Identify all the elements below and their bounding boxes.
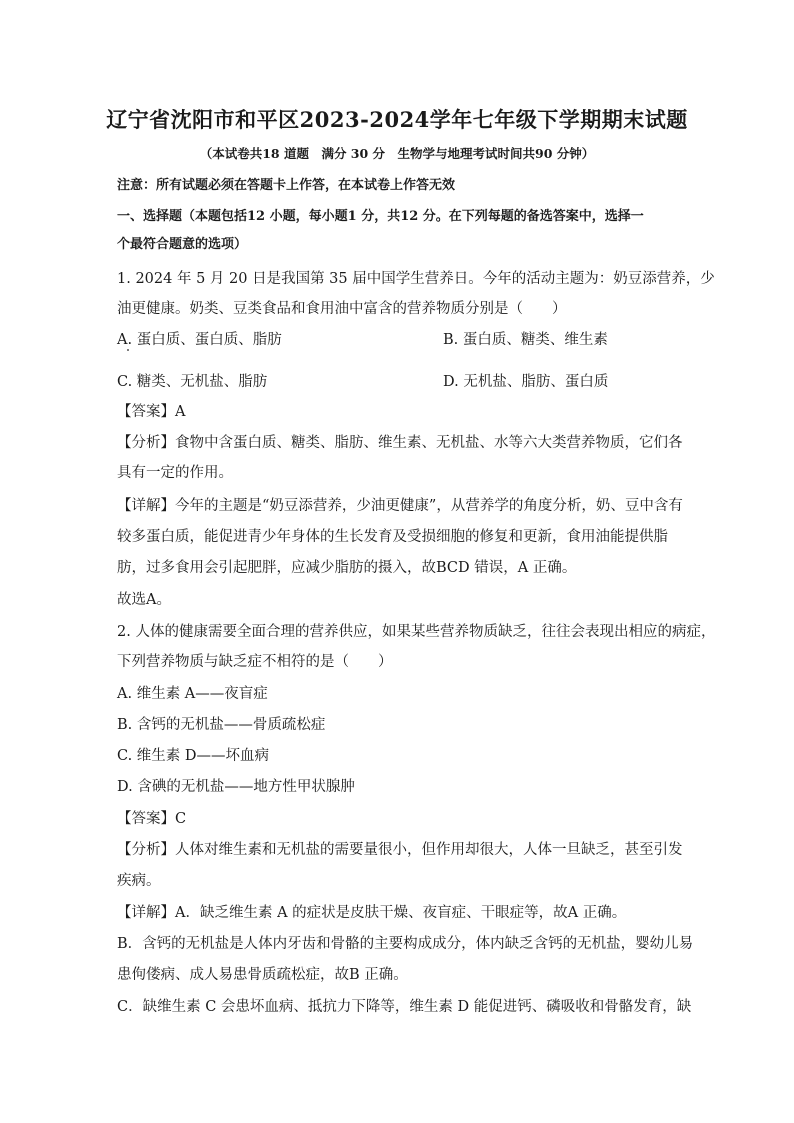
q1-option-a: A. 蛋白质、蛋白质、脂肪 xyxy=(117,332,282,348)
q1-analysis-line-1: 【分析】食物中含蛋白质、糖类、脂肪、维生素、无机盐、水等六大类营养物质，它们各 xyxy=(117,435,683,451)
section-heading-line-2: 个最符合题意的选项） xyxy=(117,237,248,252)
q2-detail-b-line-2: 患佝偻病、成人易患骨质疏松症，故B 正确。 xyxy=(117,967,408,983)
section-heading-line-1: 一、选择题（本题包括12 小题，每小题1 分，共12 分。在下列每题的备选答案中，选择一 xyxy=(117,209,644,224)
q2-option-b: B. 含钙的无机盐——骨质疏松症 xyxy=(117,717,326,733)
q1-detail-line-2: 较多蛋白质，能促进青少年身体的生长发育及受损细胞的修复和更新，食用油能提供脂 xyxy=(117,529,668,545)
q1-analysis-line-2: 具有一定的作用。 xyxy=(117,465,233,481)
q1-detail-line-1: 【详解】今年的主题是“奶豆添营养，少油更健康”，从营养学的角度分析，奶、豆中含有 xyxy=(117,498,683,514)
q1-conclusion: 故选A。 xyxy=(117,592,171,608)
q2-stem-line-1: 2. 人体的健康需要全面合理的营养供应，如果某些营养物质缺乏，往往会表现出相应的病症， xyxy=(117,624,716,640)
q2-detail-c-line-1: C．缺维生素 C 会患坏血病、抵抗力下降等，维生素 D 能促进钙、磷吸收和骨骼发育，缺 xyxy=(117,999,692,1015)
q2-option-d: D. 含碘的无机盐——地方性甲状腺肿 xyxy=(117,779,355,795)
q2-detail-b-line-1: B．含钙的无机盐是人体内牙齿和骨骼的主要构成成分，体内缺乏含钙的无机盐，婴幼儿易 xyxy=(117,936,694,952)
q2-analysis-line-1: 【分析】人体对维生素和无机盐的需要量很小，但作用却很大，人体一旦缺乏，甚至引发 xyxy=(117,842,683,858)
q1-detail-line-3: 肪，过多食用会引起肥胖，应减少脂肪的摄入，故BCD 错误，A 正确。 xyxy=(117,560,577,576)
page-title: 辽宁省沈阳市和平区2023-2024学年七年级下学期期末试题 xyxy=(106,107,688,132)
q1-option-c: C. 糖类、无机盐、脂肪 xyxy=(117,374,268,390)
stray-mark xyxy=(127,349,129,351)
q1-answer: 【答案】A xyxy=(117,404,186,420)
q2-answer: 【答案】C xyxy=(117,811,187,827)
q1-option-b: B. 蛋白质、糖类、维生素 xyxy=(443,332,608,348)
notice: 注意：所有试题必须在答题卡上作答，在本试卷上作答无效 xyxy=(117,178,456,193)
exam-info: （本试卷共18 道题 满分 30 分 生物学与地理考试时间共90 分钟） xyxy=(199,146,595,161)
q2-stem-line-2: 下列营养物质与缺乏症不相符的是（ ） xyxy=(117,654,393,670)
q2-option-c: C. 维生素 D——坏血病 xyxy=(117,748,270,764)
q2-option-a: A. 维生素 A——夜盲症 xyxy=(117,686,268,702)
q2-detail-a: 【详解】A．缺乏维生素 A 的症状是皮肤干燥、夜盲症、干眼症等，故A 正确。 xyxy=(117,905,627,921)
q1-stem-line-2: 油更健康。奶类、豆类食品和食用油中富含的营养物质分别是（ ） xyxy=(117,301,567,317)
q2-analysis-line-2: 疾病。 xyxy=(117,873,161,889)
q1-option-d: D. 无机盐、脂肪、蛋白质 xyxy=(443,374,609,390)
q1-stem-line-1: 1. 2024 年 5 月 20 日是我国第 35 届中国学生营养日。今年的活动主题为：奶豆添营养，少 xyxy=(117,271,715,287)
